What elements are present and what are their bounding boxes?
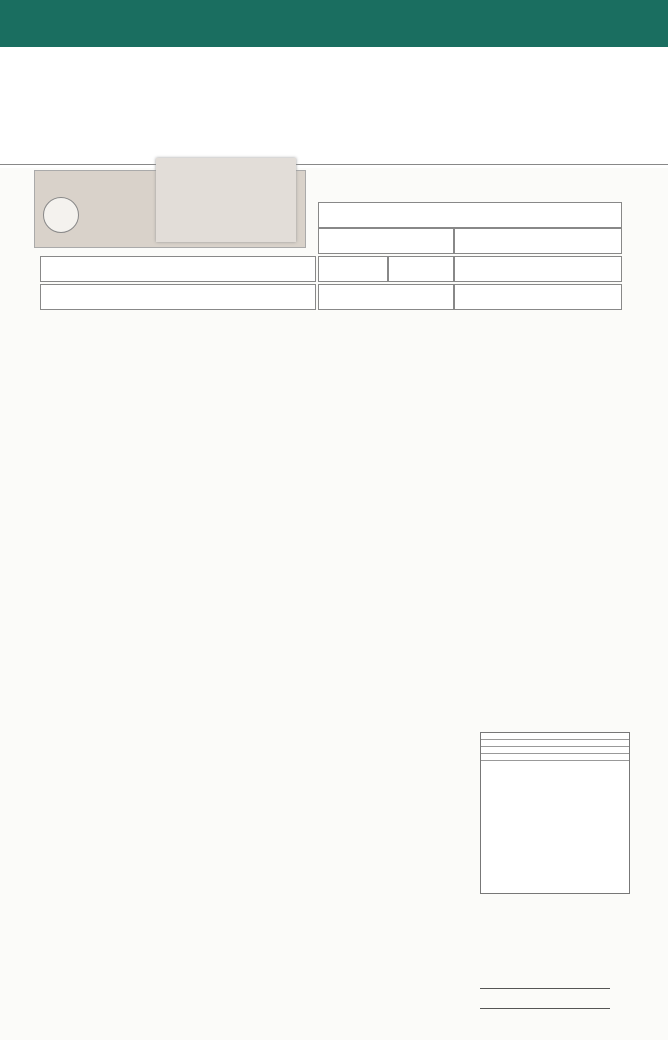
legend-calibration: [481, 733, 629, 740]
lab-no-box: [318, 202, 622, 228]
patient-box: [40, 256, 316, 282]
report-info: [0, 52, 668, 164]
profile-box: [318, 228, 454, 254]
additional-chart: [0, 726, 480, 1016]
requested-box: [40, 284, 316, 310]
legend-box: [480, 732, 630, 894]
account-box: [318, 284, 454, 310]
previous-line: [480, 1008, 610, 1009]
legend-qns: [481, 740, 629, 747]
sample-box: [454, 228, 622, 254]
current-line: [480, 988, 610, 989]
legend-ideal-levels: [481, 754, 629, 761]
divider: [0, 164, 668, 165]
legend-lab-provider: [481, 761, 629, 767]
nutritional-toxic-chart: [0, 330, 668, 700]
patient-sticker: [156, 158, 296, 242]
legend-na: [481, 747, 629, 754]
date-box: [454, 284, 622, 310]
metabolic-box: [454, 256, 622, 282]
sex-box: [388, 256, 454, 282]
globe-icon: [43, 197, 79, 233]
sticker-hospital: [156, 158, 296, 172]
report-title: [0, 0, 668, 47]
age-box: [318, 256, 388, 282]
